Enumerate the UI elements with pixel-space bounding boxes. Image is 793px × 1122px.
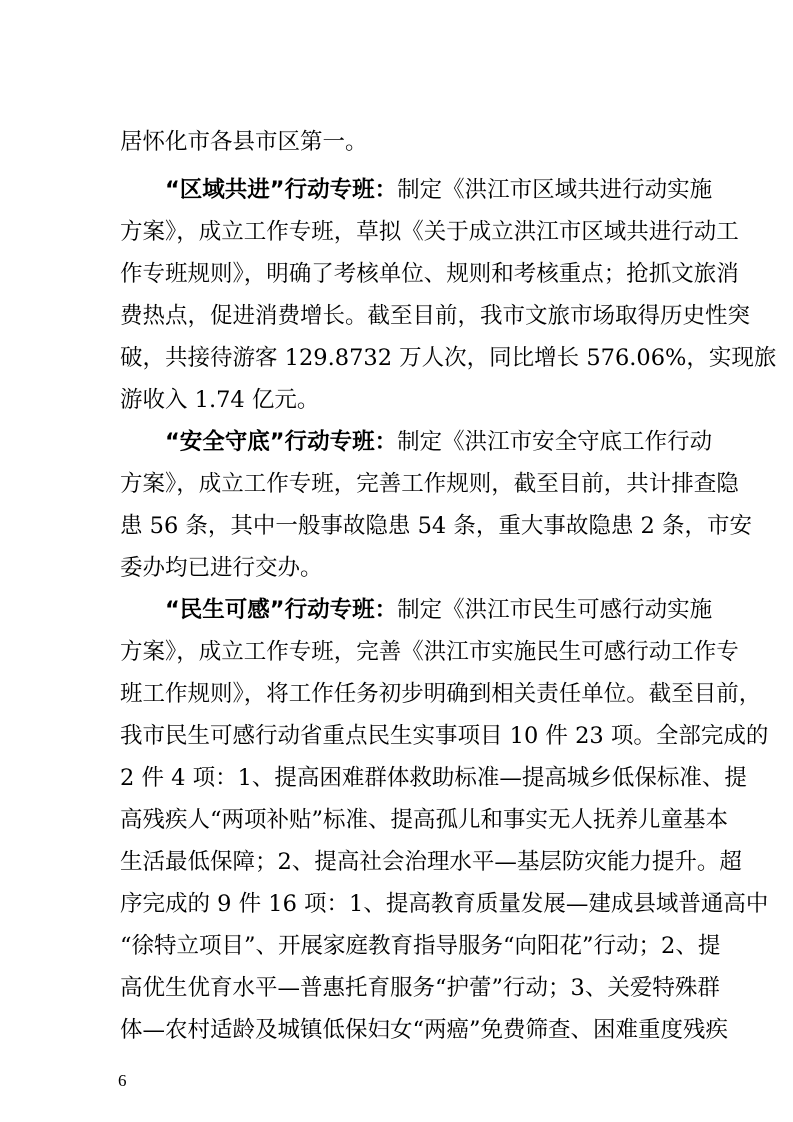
paragraph-line: 作专班规则》，明确了考核单位、规则和考核重点；抢抓文旅消 [120,261,739,287]
page-number: 6 [118,1071,127,1090]
paragraph-line: 班工作规则》，将工作任务初步明确到相关责任单位。截至目前， [120,681,762,707]
paragraph-line: 居怀化市各县市区第一。 [120,129,368,155]
paragraph-line: 体—农村适龄及城镇低保妇女“两癌”免费筛查、困难重度残疾 [120,1017,729,1043]
paragraph-line: 我市民生可感行动省重点民生实事项目 10 件 23 项。全部完成的 [120,723,769,749]
paragraph-line: 游收入 1.74 亿元。 [120,387,320,413]
paragraph-line: 方案》，成立工作专班，草拟《关于成立洪江市区域共进行动工 [120,219,739,245]
section-heading-region: “区域共进”行动专班： [165,177,398,203]
paragraph-line: 制定《洪江市安全守底工作行动 [397,429,713,455]
paragraph-line: 委办均已进行交办。 [120,555,323,581]
section-intro-region [165,172,713,208]
paragraph-line: 2 件 4 项：1、提高困难群体救助标准—提高城乡低保标准、提 [120,765,747,791]
paragraph-line: 高残疾人“两项补贴”标准、提高孤儿和事实无人抚养儿童基本 [120,807,729,833]
paragraph-line: 破，共接待游客 129.8732 万人次，同比增长 576.06%，实现旅 [120,345,777,371]
section-intro-livelihood [165,592,713,628]
paragraph-line: “徐特立项目”、开展家庭教育指导服务“向阳花”行动；2、提 [120,933,721,959]
paragraph-line: 方案》，成立工作专班，完善工作规则，截至目前，共计排查隐 [120,471,739,497]
section-intro-safety [165,424,713,460]
paragraph-line: 高优生优育水平—普惠托育服务“护蕾”行动；3、关爱特殊群 [120,975,720,1001]
paragraph-line: 方案》，成立工作专班，完善《洪江市实施民生可感行动工作专 [120,639,739,665]
paragraph-line: 患 56 条，其中一般事故隐患 54 条，重大事故隐患 2 条，市安 [120,513,752,539]
paragraph-line: 费热点，促进消费增长。截至目前，我市文旅市场取得历史性突 [120,303,751,329]
paragraph-line: 制定《洪江市区域共进行动实施 [397,177,713,203]
section-heading-safety: “安全守底”行动专班： [165,429,398,455]
paragraph-line: 生活最低保障；2、提高社会治理水平—基层防灾能力提升。超 [120,849,742,875]
paragraph-line: 制定《洪江市民生可感行动实施 [397,597,713,623]
paragraph-line: 序完成的 9 件 16 项：1、提高教育质量发展—建成县域普通高中 [120,891,769,917]
section-heading-livelihood: “民生可感”行动专班： [165,597,398,623]
